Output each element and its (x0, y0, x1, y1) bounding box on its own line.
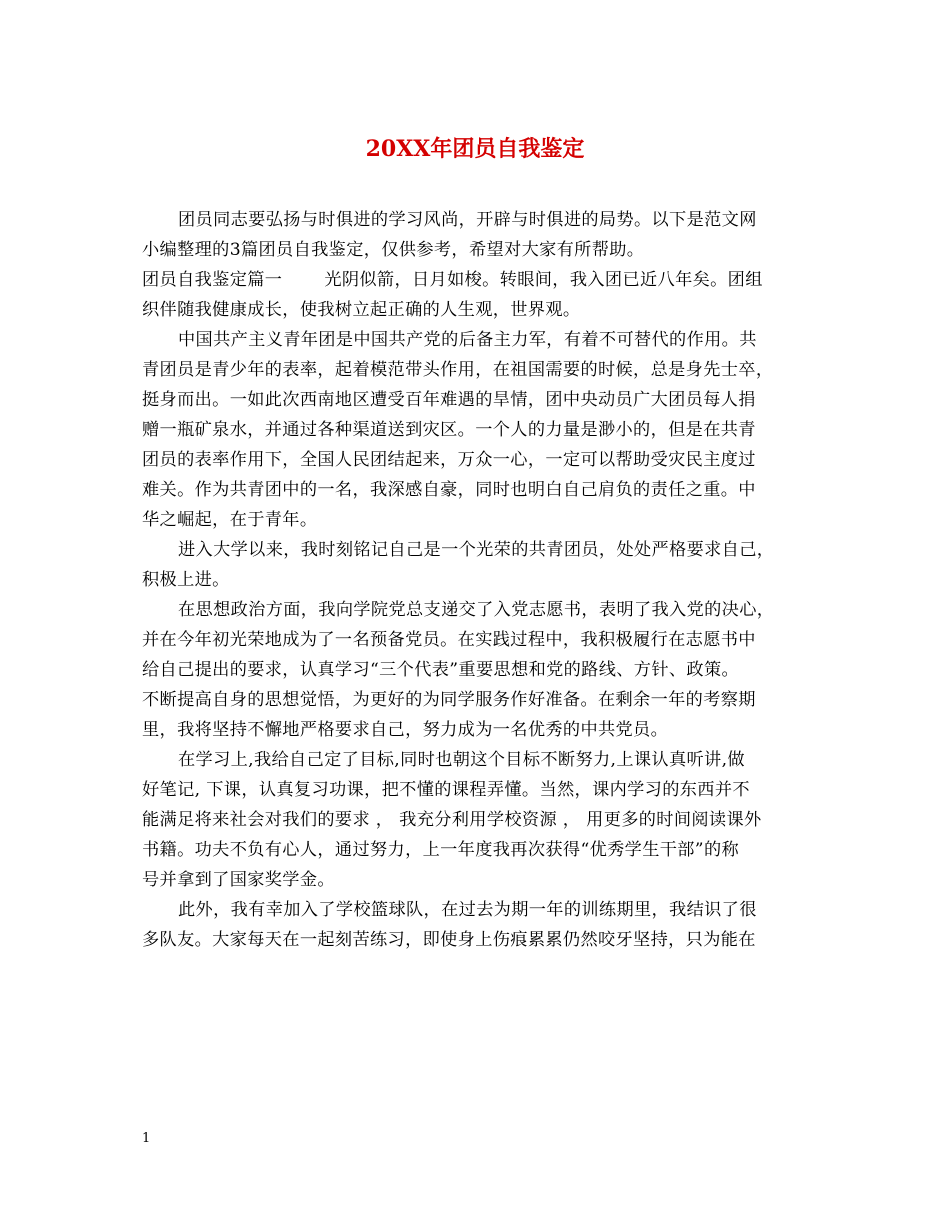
body-line: 此外，我有幸加入了学校篮球队，在过去为期一年的训练期里，我结识了很 (178, 900, 757, 920)
body-line: 华之崛起，在于青年。 (142, 510, 318, 530)
document-title: 20XX年团员自我鉴定 (365, 136, 585, 162)
body-line: 并在今年初光荣地成为了一名预备党员。在实践过程中，我积极履行在志愿书中 (142, 630, 756, 650)
body-line: 团员同志要弘扬与时俱进的学习风尚，开辟与时俱进的局势。以下是范文网 (178, 210, 757, 230)
body-line: 好笔记, 下课，认真复习功课，把不懂的课程弄懂。当然，课内学习的东西并不 (142, 780, 750, 800)
section-heading: 团员自我鉴定篇一 (142, 270, 283, 290)
body-line: 多队友。大家每天在一起刻苦练习，即使身上伤痕累累仍然咬牙坚持，只为能在 (142, 930, 756, 950)
body-line: 挺身而出。一如此次西南地区遭受百年难遇的旱情，团中央动员广大团员每人捐 (142, 390, 756, 410)
body-line: 积极上进。 (142, 570, 230, 590)
body-line: 能满足将来社会对我们的要求 ， 我充分利用学校资源 ， 用更多的时间阅读课外 (142, 810, 762, 830)
body-line: 团员的表率作用下，全国人民团结起来，万众一心，一定可以帮助受灾民主度过 (142, 450, 756, 470)
body-line: 进入大学以来，我时刻铭记自己是一个光荣的共青团员，处处严格要求自己， (178, 540, 775, 560)
body-line: 号并拿到了国家奖学金。 (142, 870, 335, 890)
body-line: 里，我将坚持不懈地严格要求自己，努力成为一名优秀的中共党员。 (142, 720, 669, 740)
section-heading-line (142, 265, 816, 295)
document-body (142, 205, 816, 955)
body-line: 书籍。功夫不负有心人，通过努力，上一年度我再次获得“优秀学生干部”的称 (142, 840, 740, 860)
body-line: 小编整理的3篇团员自我鉴定，仅供参考，希望对大家有所帮助。 (142, 240, 645, 260)
body-line-text: 光阴似箭，日月如梭。转眼间，我入团已近八年矣。团组 (324, 270, 763, 290)
body-line: 不断提高自身的思想觉悟，为更好的为同学服务作好准备。在剩余一年的考察期 (142, 690, 756, 710)
body-line: 给自己提出的要求，认真学习“三个代表”重要思想和党的路线、方针、政策。 (142, 660, 740, 680)
body-line: 青团员是青少年的表率，起着模范带头作用，在祖国需要的时候，总是身先士卒， (142, 360, 774, 380)
body-line: 赠一瓶矿泉水，并通过各种渠道送到灾区。一个人的力量是渺小的，但是在共青 (142, 420, 756, 440)
body-line: 难关。作为共青团中的一名，我深感自豪，同时也明白自己肩负的责任之重。中 (142, 480, 756, 500)
body-line: 织伴随我健康成长，使我树立起正确的人生观，世界观。 (142, 300, 581, 320)
page-number: 1 (142, 1131, 151, 1146)
body-line: 中国共产主义青年团是中国共产党的后备主力军，有着不可替代的作用。共 (178, 330, 757, 350)
body-line: 在学习上,我给自己定了目标,同时也朝这个目标不断努力,上课认真听讲,做 (178, 750, 745, 770)
body-line: 在思想政治方面，我向学院党总支递交了入党志愿书，表明了我入党的决心， (178, 600, 775, 620)
